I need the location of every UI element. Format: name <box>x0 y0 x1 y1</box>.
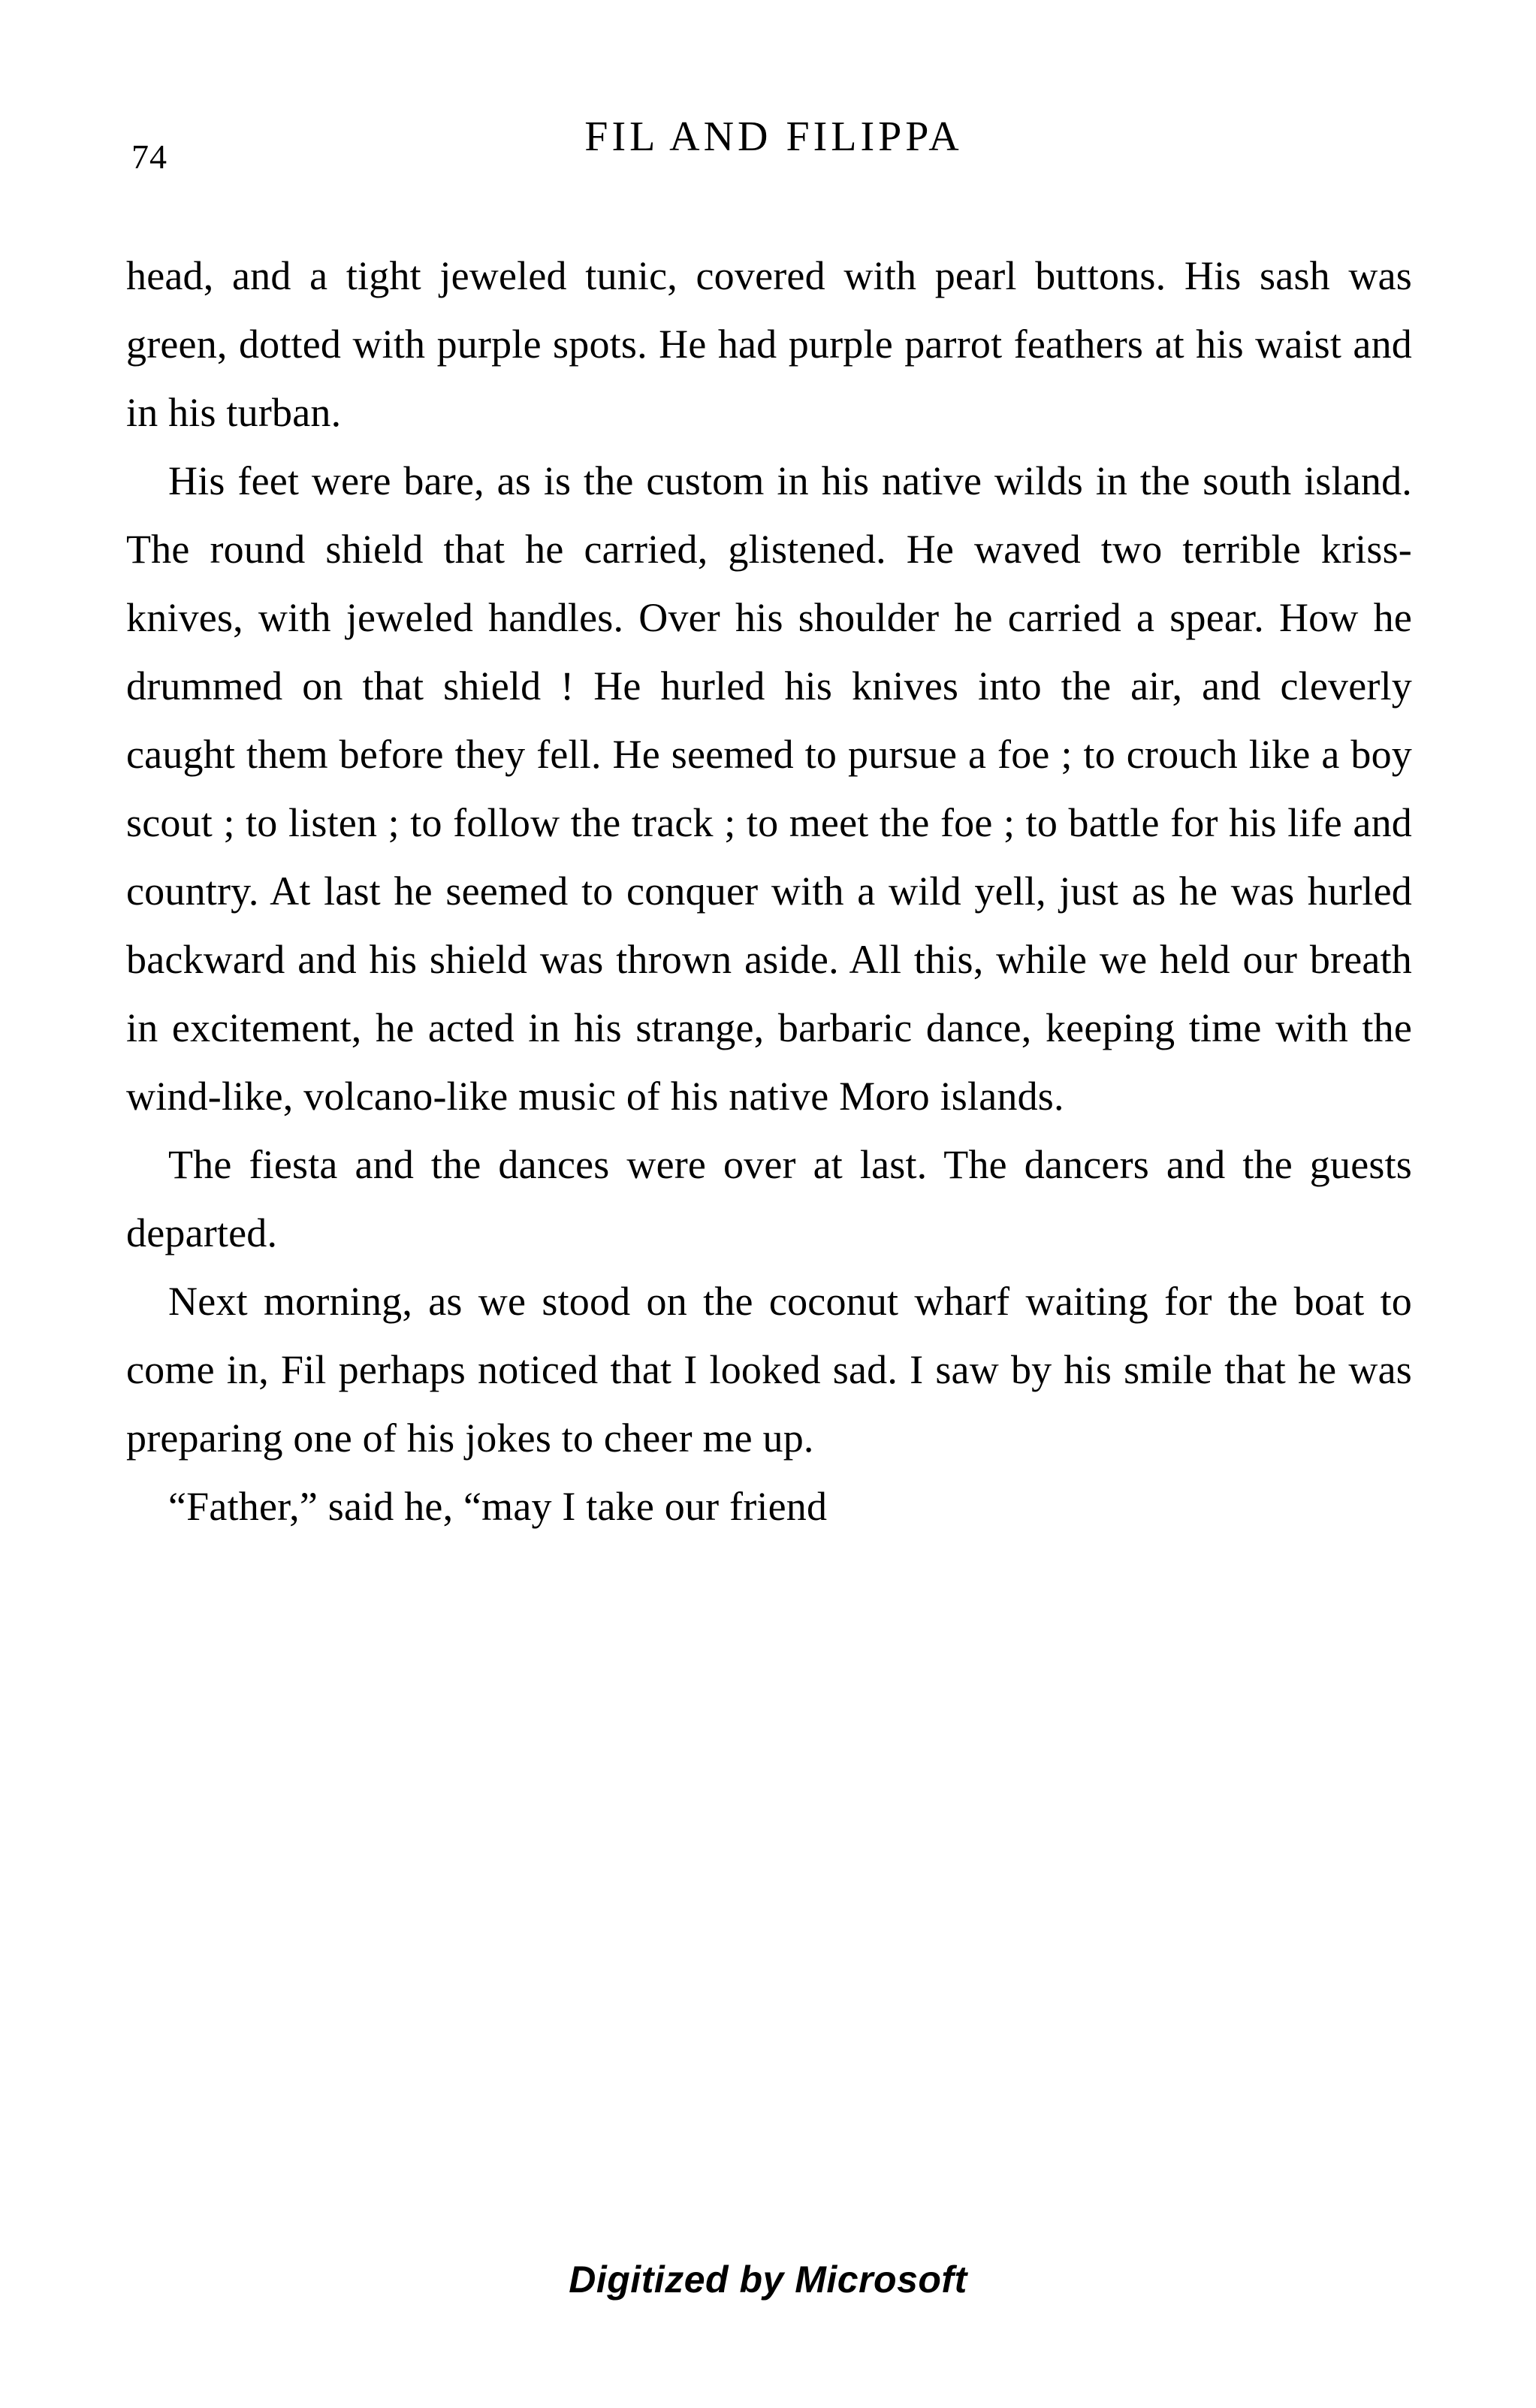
running-title: FIL AND FILIPPA <box>584 113 963 160</box>
paragraph: The fiesta and the dances were over at last. The dancers and the guests departed. <box>126 1142 1412 1255</box>
paragraph: head, and a tight jeweled tunic, covered with pearl buttons. His sash was green, dotted with purple spots. He had purple parrot feathers at his waist and in his turban. <box>126 253 1412 435</box>
paragraph: His feet were bare, as is the custom in his native wilds in the south island. The round shield that he carried, glistened. He waved two terrible kriss-knives, with jeweled handles. Over his shoulder he carried a spear. How he drummed on that shield ! He hurled his knives into the air, and cleverly caught them before they fell. He seemed to pursue a foe ; to crouch like a boy scout ; to listen ; to follow the track ; to meet the foe ; to battle for his life and country. At last he seemed to conquer with a wild yell, just as he was hurled backward and his shield was thrown aside. All this, while we held our breath in excitement, he acted in his strange, barbaric dance, keeping time with the wind-like, volcano-like music of his native Moro islands. <box>126 458 1412 1119</box>
paragraph: “Father,” said he, “may I take our friend <box>168 1484 828 1529</box>
page-body <box>126 242 1412 1541</box>
paragraph: Next morning, as we stood on the coconut wharf waiting for the boat to come in, Fil perhaps noticed that I looked sad. I saw by his smile that he was preparing one of his jokes to cheer me up. <box>126 1279 1412 1461</box>
page-header <box>113 113 1435 180</box>
footer-text: Digitized by Microsoft <box>569 2258 967 2301</box>
page-number: 74 <box>131 137 167 176</box>
page-footer <box>0 2258 1536 2301</box>
